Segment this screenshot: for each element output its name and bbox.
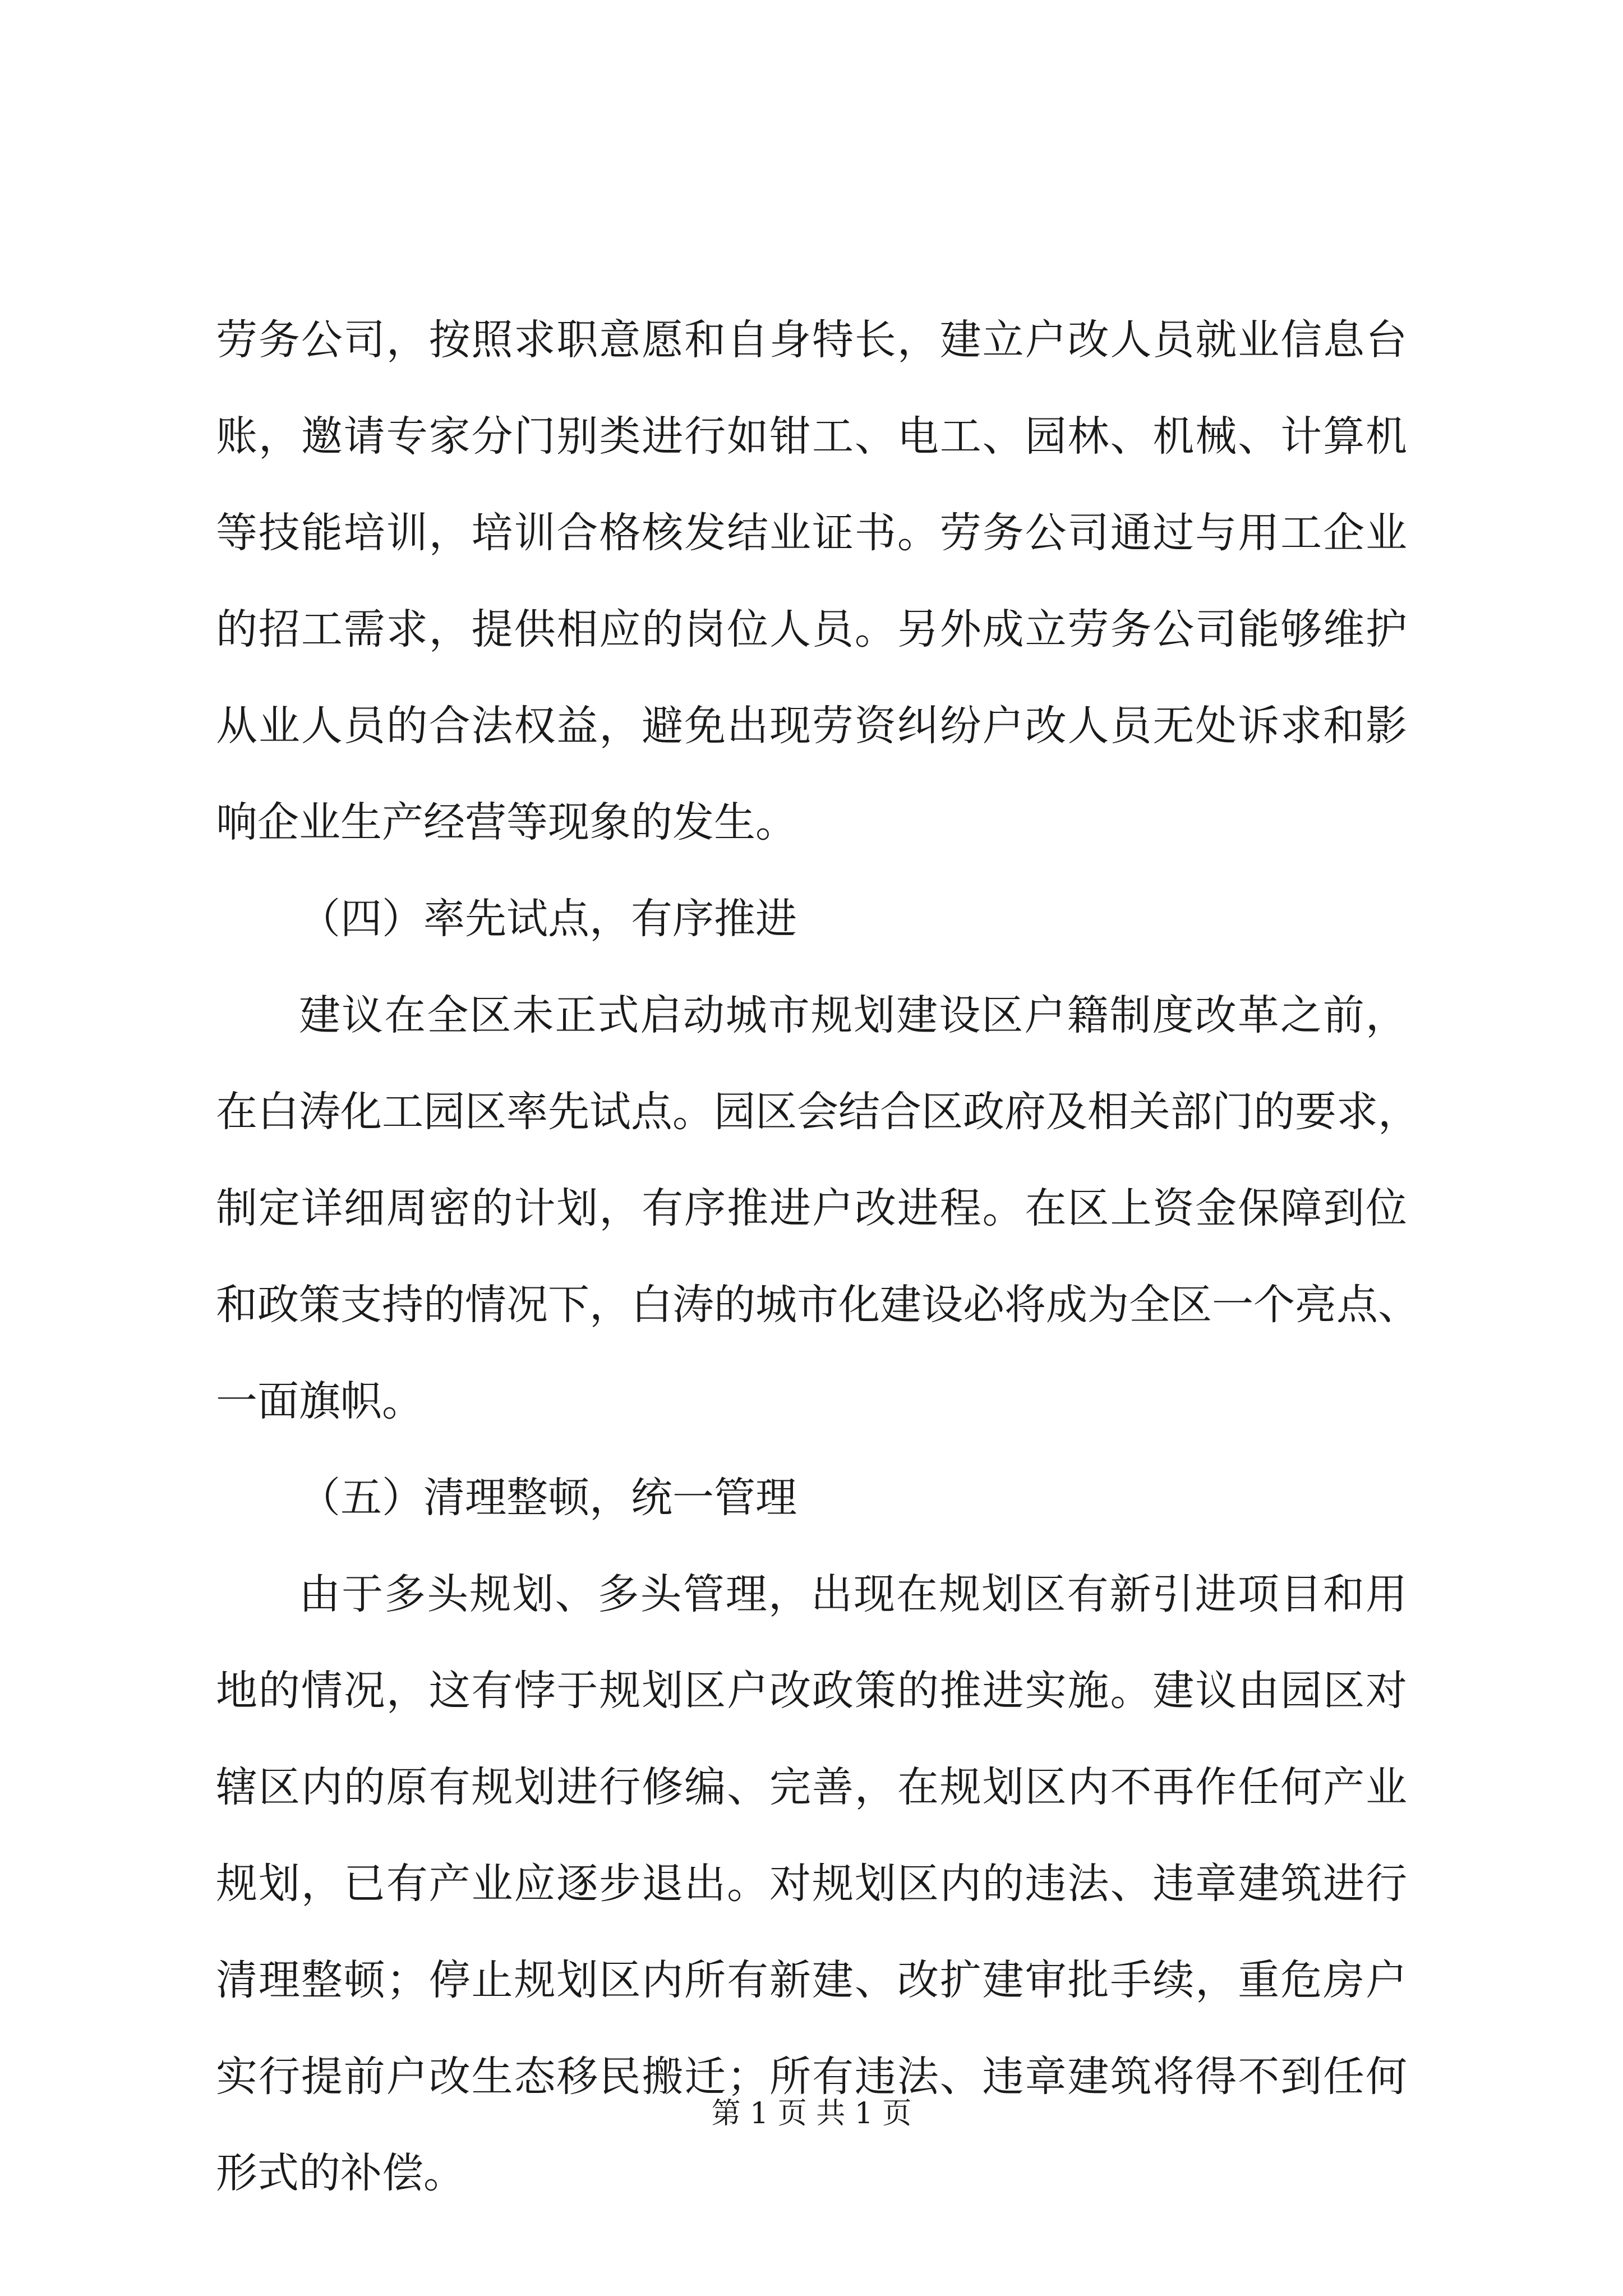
- text-line: 一面旗帜。: [216, 1377, 423, 1425]
- text-line: 等技能培训，培训合格核发结业证书。劳务公司通过与用工企业: [216, 509, 1407, 557]
- text-line: 实行提前户改生态移民搬迁；所有违法、违章建筑将得不到任何: [216, 2053, 1407, 2101]
- text-line: 劳务公司，按照求职意愿和自身特长，建立户改人员就业信息台: [216, 316, 1407, 364]
- text-line: 辖区内的原有规划进行修编、完善，在规划区内不再作任何产业: [216, 1763, 1407, 1811]
- text-line: 和政策支持的情况下，白涛的城市化建设必将成为全区一个亮点、: [216, 1281, 1419, 1329]
- text-line: 响企业生产经营等现象的发生。: [216, 798, 797, 846]
- section-heading-5: （五）清理整顿，统一管理: [299, 1474, 797, 1522]
- text-line: 由于多头规划、多头管理，出现在规划区有新引进项目和用: [299, 1570, 1407, 1618]
- text-line: 规划，已有产业应逐步退出。对规划区内的违法、违章建筑进行: [216, 1860, 1407, 1908]
- section-heading-4: （四）率先试点，有序推进: [299, 895, 797, 943]
- paragraph-labor-company: [216, 292, 1407, 871]
- paragraph-pilot: [216, 967, 1419, 1450]
- text-line: 的招工需求，提供相应的岗位人员。另外成立劳务公司能够维护: [216, 605, 1407, 654]
- text-line: 清理整顿；停止规划区内所有新建、改扩建审批手续，重危房户: [216, 1956, 1407, 2004]
- text-line: 从业人员的合法权益，避免出现劳资纠纷户改人员无处诉求和影: [216, 702, 1407, 750]
- text-line: 地的情况，这有悖于规划区户改政策的推进实施。建议由园区对: [216, 1667, 1407, 1715]
- text-line: 形式的补偿。: [216, 2149, 465, 2197]
- text-line: 建议在全区未正式启动城市规划建设区户籍制度改革之前，: [299, 991, 1407, 1039]
- page-footer: 第 1 页 共 1 页: [711, 2097, 912, 2131]
- text-line: 制定详细周密的计划，有序推进户改进程。在区上资金保障到位: [216, 1184, 1407, 1232]
- text-line: 账，邀请专家分门别类进行如钳工、电工、园林、机械、计算机: [216, 412, 1407, 461]
- document-body: [216, 292, 1419, 2221]
- text-line: 在白涛化工园区率先试点。园区会结合区政府及相关部门的要求，: [216, 1088, 1419, 1136]
